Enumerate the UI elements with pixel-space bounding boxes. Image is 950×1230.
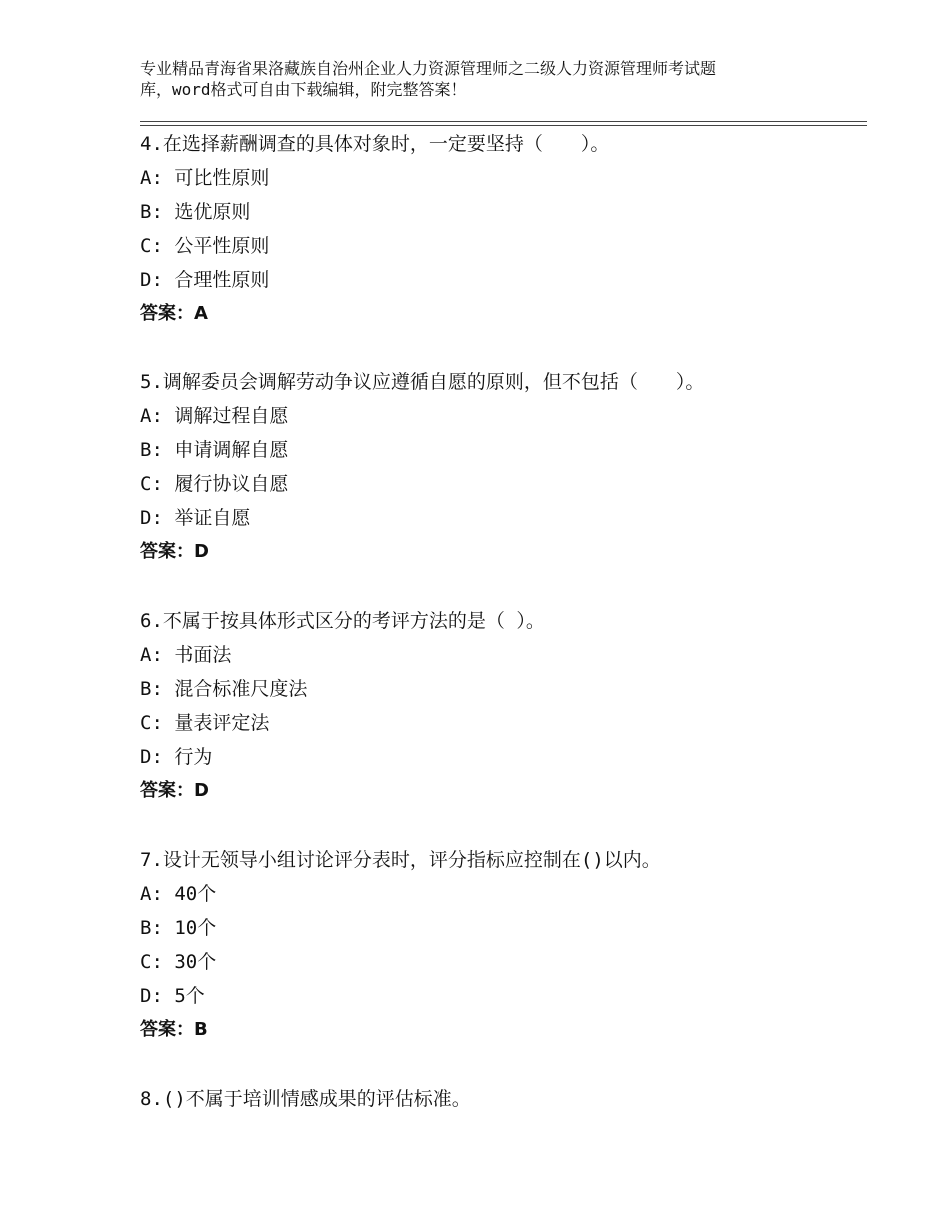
answer: 答案：D	[140, 780, 209, 801]
question-8	[140, 1082, 867, 1116]
question-stem: 7.设计无领导小组讨论评分表时，评分指标应控制在()以内。	[140, 849, 661, 871]
option-b: B: 混合标准尺度法	[140, 678, 308, 700]
option-a: A: 调解过程自愿	[140, 405, 289, 427]
answer: 答案：B	[140, 1019, 208, 1040]
option-c: C: 公平性原则	[140, 235, 270, 257]
question-stem: 4.在选择薪酬调查的具体对象时，一定要坚持（ ）。	[140, 133, 610, 155]
document-header	[140, 58, 840, 100]
answer: 答案：D	[140, 541, 209, 562]
question-stem: 6.不属于按具体形式区分的考评方法的是（ ）。	[140, 610, 545, 632]
answer: 答案：A	[140, 303, 208, 324]
option-b: B: 10个	[140, 917, 217, 939]
option-b: B: 申请调解自愿	[140, 439, 289, 461]
option-b: B: 选优原则	[140, 201, 251, 223]
option-c: C: 30个	[140, 951, 217, 973]
header-line-1: 专业精品青海省果洛藏族自治州企业人力资源管理师之二级人力资源管理师考试题	[140, 59, 717, 78]
option-d: D: 5个	[140, 985, 205, 1007]
header-divider-bottom	[140, 125, 867, 126]
option-c: C: 量表评定法	[140, 712, 270, 734]
option-d: D: 行为	[140, 746, 213, 768]
option-a: A: 可比性原则	[140, 167, 270, 189]
header-divider-top	[140, 121, 867, 122]
question-stem: 5.调解委员会调解劳动争议应遵循自愿的原则，但不包括（ ）。	[140, 371, 705, 393]
option-a: A: 书面法	[140, 644, 232, 666]
question-stem: 8.()不属于培训情感成果的评估标准。	[140, 1088, 471, 1110]
option-d: D: 合理性原则	[140, 269, 270, 291]
header-line-2: 库，word格式可自由下载编辑，附完整答案！	[140, 80, 467, 99]
option-c: C: 履行协议自愿	[140, 473, 289, 495]
question-6	[140, 604, 867, 808]
question-4	[140, 127, 867, 331]
question-7	[140, 843, 867, 1047]
option-a: A: 40个	[140, 883, 217, 905]
question-5	[140, 365, 867, 569]
option-d: D: 举证自愿	[140, 507, 251, 529]
